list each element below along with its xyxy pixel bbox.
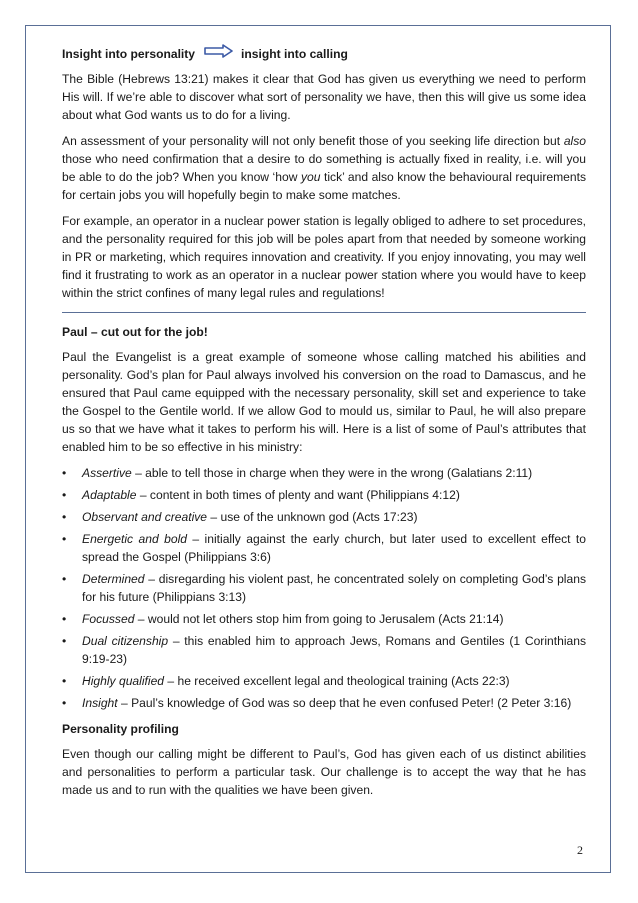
attribute-term: Highly qualified: [82, 674, 165, 688]
bullet-icon: •: [62, 488, 67, 502]
bullet-icon: •: [62, 532, 67, 546]
attribute-text: – this enabled him to approach Jews, Romans and Gentiles (1 Corinthians 9:19-23): [82, 634, 587, 666]
attribute-term: Adaptable: [82, 488, 137, 502]
page-number: 2: [577, 843, 583, 857]
attribute-item: [62, 570, 586, 606]
attribute-text: – he received excellent legal and theological training (Acts 22:3): [164, 674, 510, 688]
attribute-item: [62, 508, 586, 526]
bullet-icon: •: [62, 674, 67, 688]
bullet-icon: •: [62, 634, 67, 648]
attribute-item: [62, 694, 586, 712]
attribute-text: – able to tell those in charge when they were in the wrong (Galatians 2:11): [131, 466, 533, 480]
bullet-icon: •: [62, 466, 67, 480]
paragraph-bible: The Bible (Hebrews 13:21) makes it clear that God has given us everything we need to perform His will. If we’re able to discover what sort of personality we have, then this will give us some idea about what God wants us to do for a living.: [62, 72, 586, 122]
section-heading-paul: Paul – cut out for the job!: [62, 325, 208, 339]
attribute-text: – use of the unknown god (Acts 17:23): [207, 510, 418, 524]
bullet-icon: •: [62, 696, 67, 710]
attribute-item: [62, 486, 586, 504]
attribute-term: Energetic and bold: [82, 532, 187, 546]
attribute-item: [62, 632, 586, 668]
attribute-term: Observant and creative: [82, 510, 208, 524]
heading-right: insight into calling: [241, 46, 348, 61]
bullet-icon: •: [62, 572, 67, 586]
document-body: [62, 44, 586, 807]
attribute-text: – Paul’s knowledge of God was so deep that he even confused Peter! (2 Peter 3:16): [117, 696, 572, 710]
attribute-list: [62, 464, 586, 712]
attribute-text: – disregarding his violent past, he concentrated solely on completing God’s plans for his future (Philippians 3:13): [82, 572, 586, 604]
attribute-text: – content in both times of plenty and want (Philippians 4:12): [136, 488, 460, 502]
attribute-item: [62, 672, 586, 690]
attribute-item: [62, 610, 586, 628]
section-heading-insight: [62, 44, 586, 63]
heading-left: Insight into personality: [62, 46, 196, 61]
attribute-term: Determined: [82, 572, 145, 586]
paragraph-example: For example, an operator in a nuclear power station is legally obliged to adhere to set procedures, and the personality required for this job will be poles apart from that needed by someone working in PR or marketing, which requires innovation and creativity. If you enjoy innovating, you may well find it frustrating to work as an operator in a nuclear power station where you would have to keep within the strict confines of many legal rules and regulations!: [62, 214, 586, 300]
bullet-icon: •: [62, 612, 67, 626]
divider: [62, 312, 586, 313]
attribute-term: Assertive: [82, 466, 132, 480]
attribute-term: Focussed: [82, 612, 135, 626]
paragraph-paul: Paul the Evangelist is a great example of someone whose calling matched his abilities and personality. God’s plan for Paul always involved his conversion on the road to Damascus, and he ensured that Paul came equipped with the necessary personality, skill set and experience to take the Gospel to the Gentile world. If we allow God to mould us, similar to Paul, he will also prepare us so that we have what it takes to perform his will. Here is a list of some of Paul’s attributes that enabled him to be so effective in his ministry:: [62, 350, 586, 454]
attribute-item: [62, 464, 586, 482]
attribute-term: Insight: [82, 696, 118, 710]
section-heading-profiling: Personality profiling: [62, 722, 179, 736]
attribute-text: – would not let others stop him from going to Jerusalem (Acts 21:14): [134, 612, 504, 626]
attribute-item: [62, 530, 586, 566]
paragraph-profiling: Even though our calling might be different to Paul’s, God has given each of us distinct abilities and personalities to perform a particular task. Our challenge is to accept the way that he has made us and to run with the qualities we have been given.: [62, 747, 586, 797]
bullet-icon: •: [62, 510, 67, 524]
attribute-term: Dual citizenship: [82, 634, 169, 648]
paragraph-assessment: An assessment of your personality will not only benefit those of you seeking life direction but also those who need confirmation that a desire to do something is actually fixed in reality, i.e. will you be able to do the job? When you know ‘how you tick’ and also know the behavioural requirements for certain jobs you will hopefully begin to make some matches.: [62, 134, 587, 202]
right-arrow-icon: [204, 44, 234, 63]
attribute-text: – initially against the early church, but later used to excellent effect to spread the Gospel (Philippians 3:6): [82, 532, 586, 564]
